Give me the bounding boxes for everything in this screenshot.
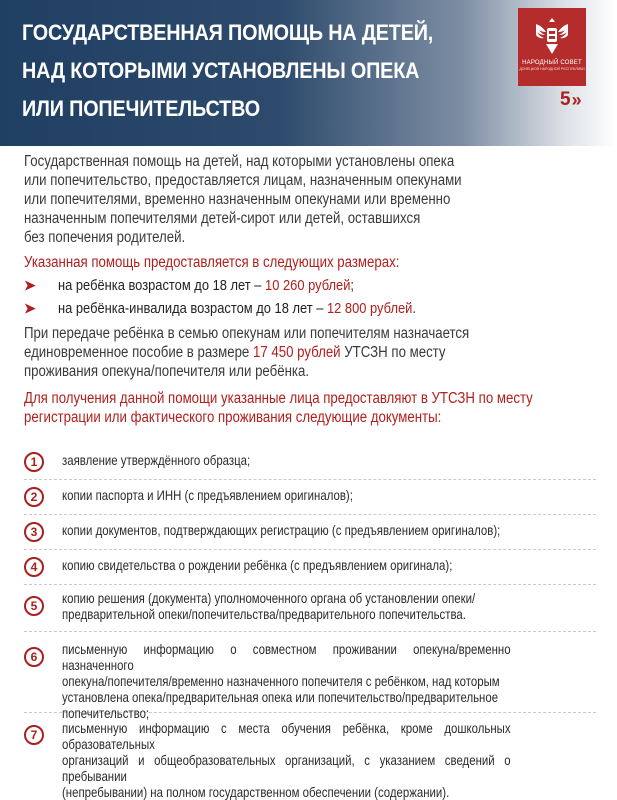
- number-badge: 3: [24, 522, 44, 542]
- page-title: [22, 14, 453, 128]
- intro-line: или попечительство, предоставляется лицам, назначенным опекунами: [24, 172, 462, 189]
- main-content: [24, 152, 596, 427]
- intro-paragraph: [24, 152, 596, 247]
- documents-list: [24, 446, 596, 800]
- arrow-right-icon: ➤: [24, 300, 36, 316]
- size-item: [24, 297, 596, 320]
- list-item: [24, 585, 596, 632]
- intro-line: Государственная помощь на детей, над которыми установлены опека: [24, 153, 455, 170]
- document-line: (непребывании) на полном государственном обеспечении (содержании).: [62, 785, 450, 800]
- amount: 17 450 рублей: [252, 344, 341, 361]
- list-item: [24, 632, 596, 721]
- page-number: [560, 89, 578, 111]
- lump-sum-paragraph: [24, 324, 596, 381]
- logo-text: НАРОДНЫЙ СОВЕТ: [522, 60, 582, 66]
- document-line: копию решения (документа) уполномоченного органа об установлении опеки/: [62, 591, 476, 606]
- lump-sum-line: При передаче ребёнка в семью опекунам или попечителям назначается: [24, 325, 470, 342]
- sizes-heading: Указанная помощь предоставляется в следующих размерах:: [24, 254, 400, 271]
- document-line: попечительство;: [62, 706, 150, 721]
- logo-subtext: ДОНЕЦКОЙ НАРОДНОЙ РЕСПУБЛИКИ: [519, 67, 585, 71]
- list-item: [24, 713, 596, 800]
- intro-line: без попечения родителей.: [24, 229, 186, 246]
- double-chevron-right-icon: »: [571, 89, 578, 110]
- size-item-text: на ребёнка-инвалида возрастом до 18 лет – 12 800 рублей.: [58, 300, 416, 317]
- number-badge: 5: [24, 596, 44, 616]
- document-line: организаций и общеобразовательных организаций, с указанием сведений о пребывании: [62, 753, 511, 784]
- title-line: ИЛИ ПОПЕЧИТЕЛЬСТВО: [22, 96, 260, 121]
- lump-sum-line: проживания опекуна/попечителя или ребёнка.: [24, 363, 310, 380]
- document-line: опекуна/попечителя/временно назначенного попечителя с ребёнком, над которым: [62, 674, 500, 689]
- intro-line: назначенным попечителями детей-сирот или детей, оставшихся: [24, 210, 421, 227]
- document-line: установлена опека/предварительная опека или попечительство/предварительное: [62, 690, 499, 705]
- list-item: [24, 515, 596, 550]
- document-line: письменную информацию о совместном проживании опекуна/временно назначенного: [62, 642, 511, 673]
- page-number-value: 5: [560, 89, 571, 110]
- list-item: [24, 446, 596, 480]
- number-badge: 4: [24, 557, 44, 577]
- lump-sum-line: единовременное пособие в размере 17 450 рублей УТСЗН по месту: [24, 344, 446, 361]
- title-line: ГОСУДАРСТВЕННАЯ ПОМОЩЬ НА ДЕТЕЙ,: [22, 20, 434, 45]
- document-line: письменную информацию с места обучения ребёнка, кроме дошкольных образовательных: [62, 721, 511, 752]
- logo: [518, 8, 586, 86]
- number-badge: 2: [24, 487, 44, 507]
- list-item: [24, 480, 596, 515]
- amount: 12 800 рублей: [326, 300, 413, 317]
- intro-line: или попечителями, временно назначенным опекунами или временно: [24, 191, 451, 208]
- document-line: копии паспорта и ИНН (с предъявлением оригиналов);: [62, 488, 353, 503]
- arrow-right-icon: ➤: [24, 277, 36, 293]
- document-line: копии документов, подтверждающих регистрацию (с предъявлением оригиналов);: [62, 523, 501, 538]
- eagle-emblem-icon: [532, 14, 572, 58]
- list-item: [24, 550, 596, 585]
- documents-heading: Для получения данной помощи указанные лица предоставляют в УТСЗН по месту регистрации или фактического проживания следующие документы:: [24, 390, 533, 426]
- size-item: [24, 274, 596, 297]
- amount: 10 260 рублей: [265, 277, 351, 294]
- size-item-text: на ребёнка возрастом до 18 лет – 10 260 рублей;: [58, 277, 355, 294]
- number-badge: 1: [24, 452, 44, 472]
- title-line: НАД КОТОРЫМИ УСТАНОВЛЕНЫ ОПЕКА: [22, 58, 420, 83]
- document-line: предварительной опеки/попечительства/предварительного попечительства.: [62, 607, 466, 622]
- document-line: заявление утверждённого образца;: [62, 453, 251, 468]
- number-badge: 7: [24, 725, 44, 745]
- number-badge: 6: [24, 647, 44, 667]
- document-line: копию свидетельства о рождении ребёнка (с предъявлением оригинала);: [62, 558, 453, 573]
